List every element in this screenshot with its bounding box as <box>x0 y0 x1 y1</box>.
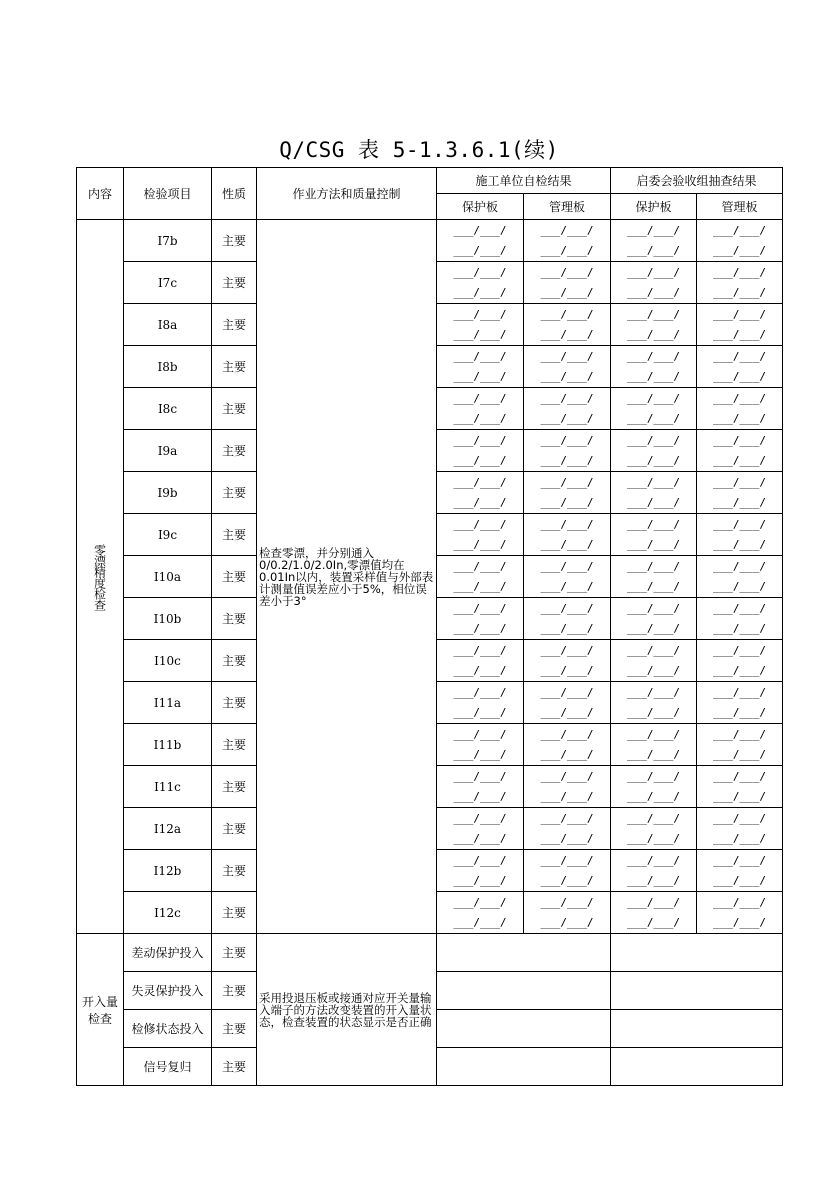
header-management-board: 管理板 <box>524 194 611 220</box>
result-cell-self-management[interactable] <box>524 262 611 304</box>
blank-entry-line[interactable]: ___/___/ <box>453 789 507 803</box>
item-name: 检修状态投入 <box>124 1010 212 1048</box>
blank-entry-line[interactable]: ___/___/ <box>627 769 680 783</box>
blank-entry-line[interactable]: ___/___/ <box>540 685 594 699</box>
blank-entry-line[interactable]: ___/___/ <box>540 601 594 615</box>
result-cell-self-protection[interactable] <box>437 220 524 262</box>
blank-entry-line[interactable]: ___/___/ <box>713 433 766 447</box>
blank-entry-line[interactable]: ___/___/ <box>713 727 766 741</box>
blank-entry-line[interactable]: ___/___/ <box>540 391 594 405</box>
blank-entry-line[interactable]: ___/___/ <box>540 789 594 803</box>
blank-entry-line[interactable]: ___/___/ <box>627 621 680 635</box>
blank-entry-line[interactable]: ___/___/ <box>540 453 594 467</box>
blank-entry-line[interactable]: ___/___/ <box>713 307 766 321</box>
item-nature: 主要 <box>212 1048 257 1086</box>
result-cell-self-protection[interactable] <box>437 598 524 640</box>
blank-entry-line[interactable]: ___/___/ <box>627 727 680 741</box>
blank-entry-line[interactable]: ___/___/ <box>540 349 594 363</box>
item-nature: 主要 <box>212 892 257 934</box>
result-cell-self-management[interactable] <box>524 346 611 388</box>
result-cell-committee-protection[interactable] <box>611 346 697 388</box>
result-cell-self-management[interactable] <box>524 724 611 766</box>
item-nature: 主要 <box>212 1010 257 1048</box>
result-cell-committee-management[interactable] <box>697 724 783 766</box>
blank-entry-line[interactable]: ___/___/ <box>627 327 680 341</box>
blank-entry-line[interactable]: ___/___/ <box>627 853 680 867</box>
result-cell-self-management[interactable] <box>524 220 611 262</box>
blank-entry-line[interactable]: ___/___/ <box>453 495 507 509</box>
blank-entry-line[interactable]: ___/___/ <box>540 223 594 237</box>
item-name: I11a <box>124 682 212 724</box>
blank-entry-line[interactable]: ___/___/ <box>540 307 594 321</box>
result-cell-self-protection[interactable] <box>437 472 524 514</box>
item-nature: 主要 <box>212 766 257 808</box>
blank-entry-line[interactable]: ___/___/ <box>540 769 594 783</box>
header-nature: 性质 <box>212 168 257 220</box>
blank-entry-line[interactable]: ___/___/ <box>453 601 507 615</box>
result-cell-self[interactable] <box>437 1048 611 1086</box>
blank-entry-line[interactable]: ___/___/ <box>713 895 766 909</box>
blank-entry-line[interactable]: ___/___/ <box>713 579 766 593</box>
result-cell-committee[interactable] <box>611 934 783 972</box>
header-protection-board: 保护板 <box>611 194 697 220</box>
result-cell-committee-protection[interactable] <box>611 724 697 766</box>
result-cell-self-management[interactable] <box>524 892 611 934</box>
blank-entry-line[interactable]: ___/___/ <box>540 747 594 761</box>
blank-entry-line[interactable]: ___/___/ <box>627 475 680 489</box>
result-cell-self[interactable] <box>437 1010 611 1048</box>
blank-entry-line[interactable]: ___/___/ <box>453 727 507 741</box>
blank-entry-line[interactable]: ___/___/ <box>540 369 594 383</box>
blank-entry-line[interactable]: ___/___/ <box>540 663 594 677</box>
result-cell-self-protection[interactable] <box>437 724 524 766</box>
blank-entry-line[interactable]: ___/___/ <box>453 831 507 845</box>
blank-entry-line[interactable]: ___/___/ <box>627 453 680 467</box>
item-nature: 主要 <box>212 514 257 556</box>
item-nature: 主要 <box>212 850 257 892</box>
item-name: 失灵保护投入 <box>124 972 212 1010</box>
item-name: I8b <box>124 346 212 388</box>
blank-entry-line[interactable]: ___/___/ <box>713 915 766 929</box>
blank-entry-line[interactable]: ___/___/ <box>453 705 507 719</box>
result-cell-committee-protection[interactable] <box>611 388 697 430</box>
blank-entry-line[interactable]: ___/___/ <box>627 243 680 257</box>
blank-entry-line[interactable]: ___/___/ <box>713 769 766 783</box>
item-nature: 主要 <box>212 682 257 724</box>
result-cell-committee-protection[interactable] <box>611 262 697 304</box>
result-cell-committee-protection[interactable] <box>611 304 697 346</box>
result-cell-self-protection[interactable] <box>437 850 524 892</box>
blank-entry-line[interactable]: ___/___/ <box>713 265 766 279</box>
result-cell-committee-management[interactable] <box>697 220 783 262</box>
result-cell-self[interactable] <box>437 972 611 1010</box>
table-row <box>77 934 783 972</box>
blank-entry-line[interactable]: ___/___/ <box>713 789 766 803</box>
blank-entry-line[interactable]: ___/___/ <box>453 621 507 635</box>
blank-entry-line[interactable]: ___/___/ <box>540 811 594 825</box>
blank-entry-line[interactable]: ___/___/ <box>453 475 507 489</box>
blank-entry-line[interactable]: ___/___/ <box>453 411 507 425</box>
item-nature: 主要 <box>212 598 257 640</box>
blank-entry-line[interactable]: ___/___/ <box>713 453 766 467</box>
result-cell-committee-protection[interactable] <box>611 556 697 598</box>
blank-entry-line[interactable]: ___/___/ <box>540 475 594 489</box>
blank-entry-line[interactable]: ___/___/ <box>713 495 766 509</box>
blank-entry-line[interactable]: ___/___/ <box>540 579 594 593</box>
blank-entry-line[interactable]: ___/___/ <box>453 769 507 783</box>
table-row <box>77 220 783 262</box>
item-nature: 主要 <box>212 262 257 304</box>
result-cell-committee-management[interactable] <box>697 430 783 472</box>
result-cell-committee-protection[interactable] <box>611 220 697 262</box>
blank-entry-line[interactable]: ___/___/ <box>713 747 766 761</box>
result-cell-committee-protection[interactable] <box>611 598 697 640</box>
blank-entry-line[interactable]: ___/___/ <box>627 349 680 363</box>
item-nature: 主要 <box>212 640 257 682</box>
result-cell-committee-management[interactable] <box>697 766 783 808</box>
blank-entry-line[interactable]: ___/___/ <box>453 453 507 467</box>
blank-entry-line[interactable]: ___/___/ <box>713 327 766 341</box>
blank-entry-line[interactable]: ___/___/ <box>713 537 766 551</box>
blank-entry-line[interactable]: ___/___/ <box>713 873 766 887</box>
blank-entry-line[interactable]: ___/___/ <box>540 285 594 299</box>
blank-entry-line[interactable]: ___/___/ <box>713 621 766 635</box>
blank-entry-line[interactable]: ___/___/ <box>713 601 766 615</box>
result-cell-committee-protection[interactable] <box>611 682 697 724</box>
blank-entry-line[interactable]: ___/___/ <box>540 265 594 279</box>
item-name: I11b <box>124 724 212 766</box>
blank-entry-line[interactable]: ___/___/ <box>627 223 680 237</box>
item-name: I12b <box>124 850 212 892</box>
blank-entry-line[interactable]: ___/___/ <box>453 285 507 299</box>
blank-entry-line[interactable]: ___/___/ <box>540 621 594 635</box>
result-cell-committee-management[interactable] <box>697 472 783 514</box>
header-content: 内容 <box>77 168 124 220</box>
blank-entry-line[interactable]: ___/___/ <box>453 685 507 699</box>
blank-entry-line[interactable]: ___/___/ <box>627 517 680 531</box>
result-cell-committee-protection[interactable] <box>611 430 697 472</box>
blank-entry-line[interactable]: ___/___/ <box>453 895 507 909</box>
item-name: I9a <box>124 430 212 472</box>
result-cell-self-protection[interactable] <box>437 304 524 346</box>
result-cell-self-management[interactable] <box>524 640 611 682</box>
blank-entry-line[interactable]: ___/___/ <box>453 243 507 257</box>
result-cell-committee-management[interactable] <box>697 388 783 430</box>
blank-entry-line[interactable]: ___/___/ <box>713 705 766 719</box>
result-cell-self-protection[interactable] <box>437 682 524 724</box>
result-cell-committee-protection[interactable] <box>611 808 697 850</box>
result-cell-committee[interactable] <box>611 1010 783 1048</box>
section-content-zero-drift <box>77 220 124 934</box>
result-cell-self-protection[interactable] <box>437 262 524 304</box>
item-nature: 主要 <box>212 724 257 766</box>
header-management-board: 管理板 <box>697 194 783 220</box>
blank-entry-line[interactable]: ___/___/ <box>713 223 766 237</box>
blank-entry-line[interactable]: ___/___/ <box>453 811 507 825</box>
blank-entry-line[interactable]: ___/___/ <box>540 433 594 447</box>
blank-entry-line[interactable]: ___/___/ <box>713 411 766 425</box>
item-nature: 主要 <box>212 304 257 346</box>
item-nature: 主要 <box>212 808 257 850</box>
result-cell-committee-management[interactable] <box>697 514 783 556</box>
blank-entry-line[interactable]: ___/___/ <box>627 601 680 615</box>
blank-entry-line[interactable]: ___/___/ <box>713 517 766 531</box>
result-cell-self-management[interactable] <box>524 514 611 556</box>
result-cell-self-management[interactable] <box>524 430 611 472</box>
result-cell-self-protection[interactable] <box>437 640 524 682</box>
result-cell-self-management[interactable] <box>524 472 611 514</box>
item-nature: 主要 <box>212 388 257 430</box>
blank-entry-line[interactable]: ___/___/ <box>540 873 594 887</box>
result-cell-committee-protection[interactable] <box>611 514 697 556</box>
result-cell-committee-protection[interactable] <box>611 472 697 514</box>
item-name: I12c <box>124 892 212 934</box>
blank-entry-line[interactable]: ___/___/ <box>627 537 680 551</box>
blank-entry-line[interactable]: ___/___/ <box>540 895 594 909</box>
blank-entry-line[interactable]: ___/___/ <box>453 265 507 279</box>
item-nature: 主要 <box>212 472 257 514</box>
result-cell-self-management[interactable] <box>524 682 611 724</box>
result-cell-committee-management[interactable] <box>697 304 783 346</box>
blank-entry-line[interactable]: ___/___/ <box>713 391 766 405</box>
result-cell-committee-management[interactable] <box>697 346 783 388</box>
blank-entry-line[interactable]: ___/___/ <box>627 915 680 929</box>
blank-entry-line[interactable]: ___/___/ <box>627 579 680 593</box>
blank-entry-line[interactable]: ___/___/ <box>627 391 680 405</box>
blank-entry-line[interactable]: ___/___/ <box>453 327 507 341</box>
blank-entry-line[interactable]: ___/___/ <box>713 831 766 845</box>
blank-entry-line[interactable]: ___/___/ <box>453 391 507 405</box>
result-cell-self-management[interactable] <box>524 598 611 640</box>
blank-entry-line[interactable]: ___/___/ <box>627 285 680 299</box>
item-name: I7b <box>124 220 212 262</box>
header-committee-check: 启委会验收组抽查结果 <box>611 168 783 194</box>
blank-entry-line[interactable]: ___/___/ <box>627 831 680 845</box>
blank-entry-line[interactable]: ___/___/ <box>713 243 766 257</box>
blank-entry-line[interactable]: ___/___/ <box>540 915 594 929</box>
result-cell-committee-protection[interactable] <box>611 640 697 682</box>
blank-entry-line[interactable]: ___/___/ <box>627 705 680 719</box>
blank-entry-line[interactable]: ___/___/ <box>453 517 507 531</box>
blank-entry-line[interactable]: ___/___/ <box>627 789 680 803</box>
item-name: I7c <box>124 262 212 304</box>
result-cell-self-management[interactable] <box>524 766 611 808</box>
result-cell-self-protection[interactable] <box>437 430 524 472</box>
blank-entry-line[interactable]: ___/___/ <box>627 411 680 425</box>
result-cell-self-management[interactable] <box>524 388 611 430</box>
result-cell-committee-management[interactable] <box>697 556 783 598</box>
blank-entry-line[interactable]: ___/___/ <box>540 517 594 531</box>
item-name: I9b <box>124 472 212 514</box>
result-cell-self-protection[interactable] <box>437 766 524 808</box>
blank-entry-line[interactable]: ___/___/ <box>713 663 766 677</box>
blank-entry-line[interactable]: ___/___/ <box>627 747 680 761</box>
blank-entry-line[interactable]: ___/___/ <box>627 369 680 383</box>
blank-entry-line[interactable]: ___/___/ <box>627 895 680 909</box>
blank-entry-line[interactable]: ___/___/ <box>627 873 680 887</box>
blank-entry-line[interactable]: ___/___/ <box>627 433 680 447</box>
result-cell-committee-protection[interactable] <box>611 766 697 808</box>
blank-entry-line[interactable]: ___/___/ <box>540 495 594 509</box>
blank-entry-line[interactable]: ___/___/ <box>540 727 594 741</box>
result-cell-self-protection[interactable] <box>437 808 524 850</box>
result-cell-self-management[interactable] <box>524 556 611 598</box>
header-method: 作业方法和质量控制 <box>257 168 437 220</box>
blank-entry-line[interactable]: ___/___/ <box>453 579 507 593</box>
blank-entry-line[interactable]: ___/___/ <box>540 327 594 341</box>
result-cell-self-management[interactable] <box>524 850 611 892</box>
section-content-binary-input: 开入量检查 <box>77 934 124 1086</box>
result-cell-committee-management[interactable] <box>697 850 783 892</box>
blank-entry-line[interactable]: ___/___/ <box>713 853 766 867</box>
item-name: I10b <box>124 598 212 640</box>
item-nature: 主要 <box>212 220 257 262</box>
inspection-table <box>76 167 783 1086</box>
page-title: Q/CSG 表 5-1.3.6.1(续) <box>279 138 559 162</box>
blank-entry-line[interactable]: ___/___/ <box>627 811 680 825</box>
item-name: I8c <box>124 388 212 430</box>
blank-entry-line[interactable]: ___/___/ <box>713 349 766 363</box>
blank-entry-line[interactable]: ___/___/ <box>453 349 507 363</box>
result-cell-committee-management[interactable] <box>697 892 783 934</box>
header-protection-board: 保护板 <box>437 194 524 220</box>
blank-entry-line[interactable]: ___/___/ <box>453 223 507 237</box>
blank-entry-line[interactable]: ___/___/ <box>713 369 766 383</box>
item-nature: 主要 <box>212 430 257 472</box>
blank-entry-line[interactable]: ___/___/ <box>453 369 507 383</box>
blank-entry-line[interactable]: ___/___/ <box>540 559 594 573</box>
result-cell-committee-management[interactable] <box>697 682 783 724</box>
blank-entry-line[interactable]: ___/___/ <box>453 853 507 867</box>
item-name: I10a <box>124 556 212 598</box>
result-cell-self-protection[interactable] <box>437 388 524 430</box>
result-cell-self-protection[interactable] <box>437 556 524 598</box>
method-description: 检查零漂，并分别通入0/0.2/1.0/2.0In,零漂值均在0.01In以内，装置采样值与外部表计测量值误差应小于5%，相位误差小于3° <box>257 220 437 934</box>
blank-entry-line[interactable]: ___/___/ <box>627 685 680 699</box>
blank-entry-line[interactable]: ___/___/ <box>453 747 507 761</box>
item-name: I11c <box>124 766 212 808</box>
blank-entry-line[interactable]: ___/___/ <box>713 811 766 825</box>
item-nature: 主要 <box>212 346 257 388</box>
blank-entry-line[interactable]: ___/___/ <box>453 433 507 447</box>
blank-entry-line[interactable]: ___/___/ <box>540 643 594 657</box>
header-self-check: 施工单位自检结果 <box>437 168 611 194</box>
blank-entry-line[interactable]: ___/___/ <box>540 243 594 257</box>
result-cell-self[interactable] <box>437 934 611 972</box>
blank-entry-line[interactable]: ___/___/ <box>627 495 680 509</box>
result-cell-self-management[interactable] <box>524 808 611 850</box>
item-nature: 主要 <box>212 934 257 972</box>
blank-entry-line[interactable]: ___/___/ <box>627 307 680 321</box>
item-name: I12a <box>124 808 212 850</box>
blank-entry-line[interactable]: ___/___/ <box>453 915 507 929</box>
blank-entry-line[interactable]: ___/___/ <box>540 831 594 845</box>
blank-entry-line[interactable]: ___/___/ <box>453 307 507 321</box>
section-label: 零漂精度检查 <box>92 543 107 610</box>
blank-entry-line[interactable]: ___/___/ <box>627 265 680 279</box>
result-cell-committee[interactable] <box>611 972 783 1010</box>
result-cell-committee-management[interactable] <box>697 262 783 304</box>
blank-entry-line[interactable]: ___/___/ <box>540 411 594 425</box>
item-name: I8a <box>124 304 212 346</box>
blank-entry-line[interactable]: ___/___/ <box>453 663 507 677</box>
blank-entry-line[interactable]: ___/___/ <box>540 853 594 867</box>
blank-entry-line[interactable]: ___/___/ <box>453 873 507 887</box>
result-cell-committee-management[interactable] <box>697 640 783 682</box>
blank-entry-line[interactable]: ___/___/ <box>713 475 766 489</box>
blank-entry-line[interactable]: ___/___/ <box>627 663 680 677</box>
blank-entry-line[interactable]: ___/___/ <box>540 705 594 719</box>
blank-entry-line[interactable]: ___/___/ <box>627 559 680 573</box>
result-cell-self-protection[interactable] <box>437 892 524 934</box>
result-cell-self-management[interactable] <box>524 304 611 346</box>
blank-entry-line[interactable]: ___/___/ <box>453 537 507 551</box>
item-name: 信号复归 <box>124 1048 212 1086</box>
result-cell-committee-management[interactable] <box>697 808 783 850</box>
item-name: 差动保护投入 <box>124 934 212 972</box>
result-cell-committee-protection[interactable] <box>611 850 697 892</box>
item-name: I10c <box>124 640 212 682</box>
blank-entry-line[interactable]: ___/___/ <box>540 537 594 551</box>
result-cell-committee-protection[interactable] <box>611 892 697 934</box>
blank-entry-line[interactable]: ___/___/ <box>453 559 507 573</box>
header-item: 检验项目 <box>124 168 212 220</box>
item-nature: 主要 <box>212 556 257 598</box>
blank-entry-line[interactable]: ___/___/ <box>627 643 680 657</box>
method-description: 采用投退压板或接通对应开关量输入端子的方法改变装置的开入量状态，检查装置的状态显示是否正确 <box>257 934 437 1086</box>
item-nature: 主要 <box>212 972 257 1010</box>
blank-entry-line[interactable]: ___/___/ <box>713 559 766 573</box>
blank-entry-line[interactable]: ___/___/ <box>713 285 766 299</box>
blank-entry-line[interactable]: ___/___/ <box>453 643 507 657</box>
result-cell-committee[interactable] <box>611 1048 783 1086</box>
result-cell-committee-management[interactable] <box>697 598 783 640</box>
blank-entry-line[interactable]: ___/___/ <box>713 643 766 657</box>
result-cell-self-protection[interactable] <box>437 514 524 556</box>
item-name: I9c <box>124 514 212 556</box>
blank-entry-line[interactable]: ___/___/ <box>713 685 766 699</box>
result-cell-self-protection[interactable] <box>437 346 524 388</box>
